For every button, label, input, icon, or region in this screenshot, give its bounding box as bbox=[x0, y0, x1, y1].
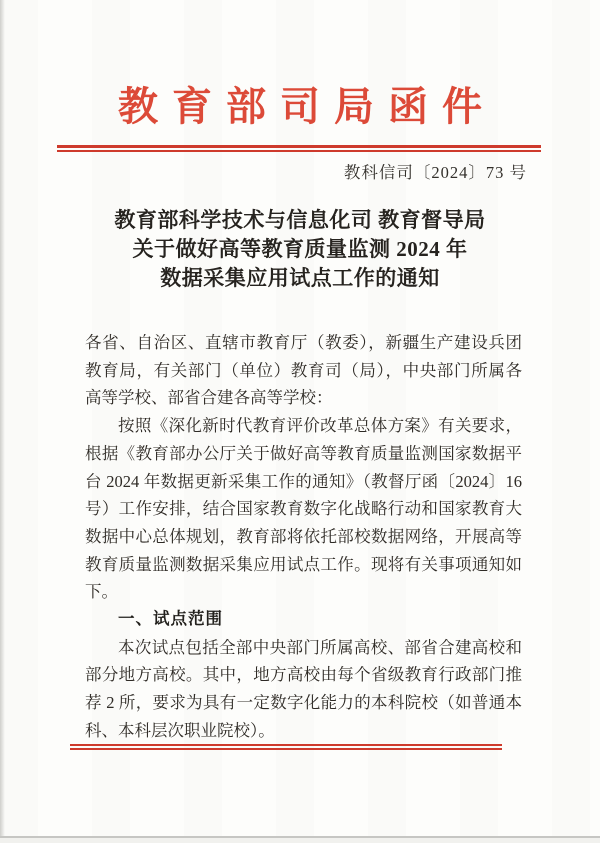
body-line: 高等学校、部省合建各高等学校： bbox=[85, 388, 333, 408]
body-line: 部分地方高校。其中，地方高校由每个省级教育行政部门推 bbox=[85, 665, 522, 685]
body-line: 科、本科层次职业院校）。 bbox=[85, 720, 275, 740]
body-line: 一、试点范围 bbox=[118, 610, 223, 629]
body-line: 根据《教育部办公厅关于做好高等教育质量监测国家数据平 bbox=[85, 443, 522, 463]
body-line: 各省、自治区、直辖市教育厅（教委），新疆生产建设兵团 bbox=[85, 333, 522, 352]
body-line: 下。 bbox=[85, 582, 118, 602]
body-line: 本次试点包括全部中央部门所属高校、部省合建高校和 bbox=[118, 637, 522, 657]
document-number: 教科信司〔2024〕73 号 bbox=[343, 163, 527, 182]
page-bottom-edge bbox=[0, 836, 600, 843]
masthead-title: 教育部司局函件 bbox=[118, 84, 496, 129]
document-title bbox=[0, 206, 600, 293]
title-line-2: 关于做好高等教育质量监测 2024 年 bbox=[132, 237, 468, 261]
body-line: 号）工作安排，结合国家教育数字化战略行动和国家教育大 bbox=[85, 499, 522, 519]
title-line-3: 数据采集应用试点工作的通知 bbox=[160, 266, 440, 290]
body-line: 教育局，有关部门（单位）教育司（局），中央部门所属各 bbox=[85, 360, 522, 380]
body-line: 台 2024 年数据更新采集工作的通知》（教督厅函〔2024〕16 bbox=[85, 471, 523, 491]
masthead-rule bbox=[57, 145, 541, 152]
title-line-1: 教育部科学技术与信息化司 教育督导局 bbox=[114, 208, 486, 232]
body-line: 按照《深化新时代教育评价改革总体方案》有关要求， bbox=[118, 416, 522, 436]
footer-rule-bottom-line bbox=[70, 748, 502, 750]
masthead-rule-thin-line bbox=[57, 150, 541, 152]
body-line: 荐 2 所，要求为具有一定数字化能力的本科院校（如普通本 bbox=[85, 693, 522, 713]
body-line: 数据中心总体规划，教育部将依托部校数据网络，开展高等 bbox=[85, 526, 522, 546]
body-line: 教育质量监测数据采集应用试点工作。现将有关事项通知如 bbox=[85, 554, 522, 574]
footer-rule bbox=[70, 744, 502, 750]
body-text bbox=[85, 329, 522, 745]
